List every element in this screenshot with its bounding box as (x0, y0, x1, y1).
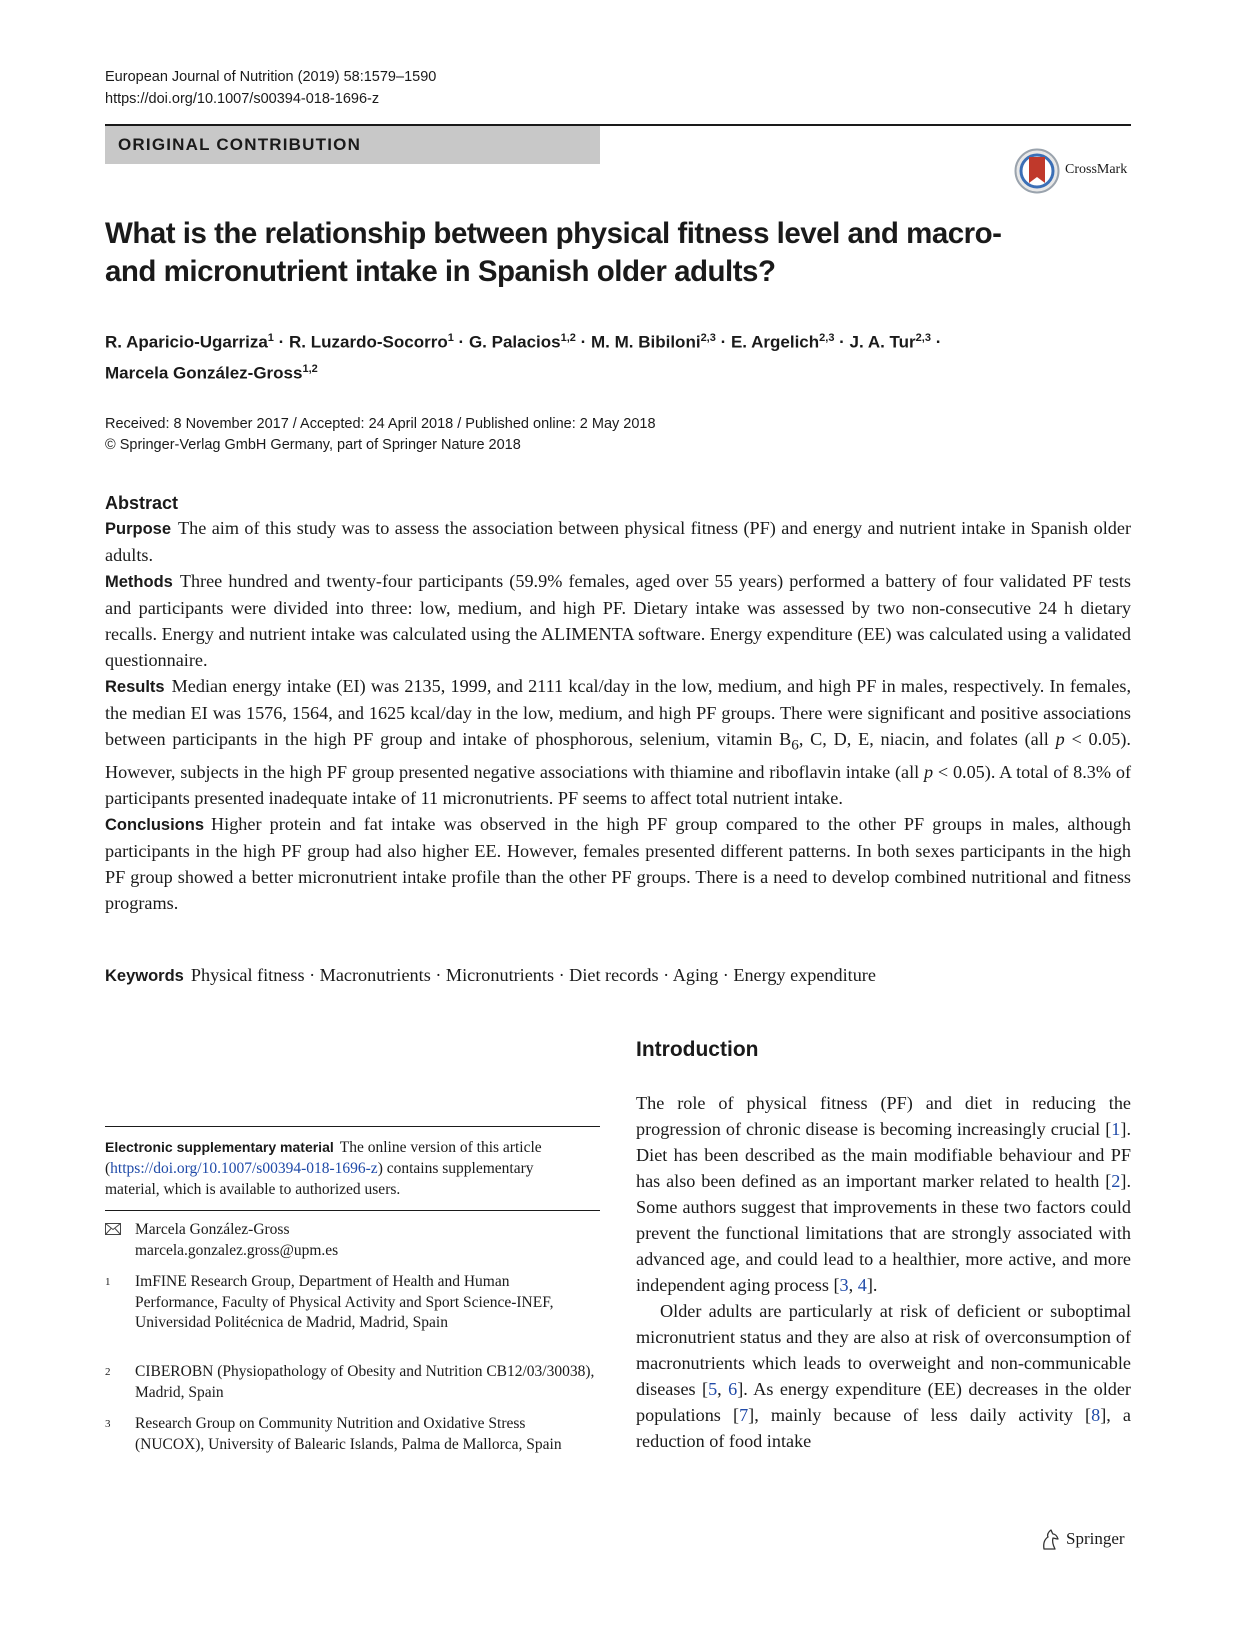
results-p-2: p (924, 761, 934, 782)
author-affiliation: 1,2 (560, 332, 576, 344)
title-line-2: and micronutrient intake in Spanish older adults? (105, 255, 776, 288)
introduction-text: [ (1105, 1119, 1112, 1139)
supplementary-material-note (105, 1137, 565, 1200)
footnote-rule-bottom (105, 1210, 600, 1211)
author-affiliation: 1,2 (302, 362, 318, 375)
author-separator: · (453, 332, 469, 352)
crossmark-label: CrossMark (1065, 162, 1128, 177)
abstract-purpose (105, 515, 1131, 568)
journal-citation: European Journal of Nutrition (2019) 58:1579–1590 (105, 69, 437, 85)
results-p-1: p (1055, 729, 1065, 749)
author-affiliation: 2,3 (700, 332, 716, 344)
esm-label: Electronic supplementary material (105, 1139, 334, 1155)
affiliation-2 (105, 1362, 595, 1403)
abstract-conclusions (105, 811, 1131, 916)
introduction-text: , (848, 1275, 858, 1295)
affiliation-number: 2 (105, 1366, 111, 1378)
author-name: G. Palacios (468, 332, 561, 352)
results-subscript: 6 (791, 736, 799, 754)
copyright-line: © Springer-Verlag GmbH Germany, part of Springer Nature 2018 (105, 437, 521, 453)
introduction-paragraph-1 (636, 1090, 1131, 1298)
methods-text: Three hundred and twenty-four participants (59.9% females, aged over 55 years) performed a battery of four validated PF tests and participants were divided into three: low, medium, and high PF. Dietary intake was assessed by two non-consecutive 24 h dietary recalls. Energy and nutrient intake was calculated using the ALIMENTA software. Energy expenditure (EE) was calculated using a validated questionnaire. (105, 571, 1131, 670)
publication-dates (105, 414, 656, 456)
conclusions-label: Conclusions (105, 815, 205, 834)
author-name: M. M. Bibiloni (591, 332, 701, 352)
esm-text-1: The online version of this article ( (105, 1139, 542, 1177)
contact-email[interactable]: marcela.gonzalez.gross@upm.es (135, 1241, 339, 1259)
introduction-text: ]. (866, 1275, 878, 1295)
introduction-text: ]. Some authors suggest that improvements in these two factors could prevent the functional limitations that are strongly associated with advanced age, and could lead to a healthier, more active, and more independent aging process [ (636, 1171, 1131, 1295)
esm-text-2: ) contains supplementary material, which is available to authorized users. (105, 1160, 534, 1198)
author-separator: · (273, 332, 290, 352)
reference-link[interactable]: 2 (1111, 1171, 1121, 1191)
introduction-body (636, 1090, 1131, 1454)
author-separator: · (575, 332, 592, 352)
envelope-icon (105, 1223, 121, 1235)
reference-link[interactable]: 7 (739, 1405, 749, 1425)
publisher-logo (1040, 1527, 1140, 1553)
introduction-text: ]. Diet has been described as the main modifiable behaviour and PF has also been defined as an important marker related to health [ (636, 1119, 1131, 1191)
purpose-text: The aim of this study was to assess the association between physical fitness (PF) and energy and nutrient intake in Spanish older adults. (105, 518, 1131, 565)
results-label: Results (105, 678, 165, 696)
abstract-results (105, 673, 1131, 811)
author-separator: · (834, 332, 850, 352)
author-name: J. A. Tur (849, 332, 916, 352)
introduction-text: ]. As energy expenditure (EE) decreases in the older populations [ (636, 1379, 1131, 1425)
author-affiliation: 2,3 (819, 332, 835, 344)
affiliation-text: Research Group on Community Nutrition and Oxidative Stress (NUCOX), University of Balearic Islands, Palma de Mallorca, Spain (135, 1415, 562, 1453)
affiliation-1 (105, 1272, 595, 1334)
section-label-band (105, 126, 600, 164)
methods-label: Methods (105, 573, 173, 591)
reference-link[interactable]: 4 (857, 1275, 867, 1295)
author-list (105, 325, 1115, 386)
author-name: R. Aparicio-Ugarriza (105, 332, 268, 352)
springer-horse-icon (1040, 1528, 1060, 1550)
crossmark-icon (1014, 148, 1060, 194)
results-text-3: < 0.05). However, subjects in the high PF group presented negative associations with thiamine and riboflavin intake (all (105, 729, 1131, 782)
affiliation-number: 3 (105, 1418, 111, 1430)
conclusions-text: Higher protein and fat intake was observed in the high PF group compared to the other PF groups in males, although participants in the high PF group had also higher EE. However, females presented different patterns. In both sexes participants in the high PF group showed a better micronutrient intake profile than the other PF groups. There is a need to develop combined nutritional and fitness programs. (105, 813, 1131, 913)
journal-header (105, 66, 436, 110)
affiliation-number: 1 (105, 1276, 111, 1288)
results-text-1: Median energy intake (EI) was 2135, 1999, and 2111 kcal/day in the low, medium, and high PF in males, respectively. In females, the median EI was 1576, 1564, and 1625 kcal/day in the low, medium, and high PF groups. There were significant and positive associations between participants in the high PF group and intake of phosphorous, selenium, vitamin B (105, 676, 1131, 749)
keywords-text: Physical fitness · Macronutrients · Micronutrients · Diet records · Aging · Energy expenditure (190, 965, 876, 985)
corresponding-author (105, 1220, 595, 1261)
keywords (105, 962, 1131, 989)
abstract (105, 493, 1131, 916)
publisher-name: Springer (1066, 1529, 1125, 1548)
introduction-text: ], a reduction of food intake (636, 1405, 1131, 1451)
reference-link[interactable]: 5 (708, 1379, 718, 1399)
author-affiliation: 2,3 (915, 332, 931, 344)
reference-link[interactable]: 8 (1091, 1405, 1101, 1425)
reference-link[interactable]: 6 (728, 1379, 738, 1399)
doi-link[interactable]: https://doi.org/10.1007/s00394-018-1696-z (105, 91, 380, 107)
affiliation-text: ImFINE Research Group, Department of Health and Human Performance, Faculty of Physical Activity and Sport Science-INEF, Universidad Politécnica de Madrid, Madrid, Spain (135, 1273, 554, 1331)
introduction-paragraph-2 (636, 1298, 1131, 1454)
author-separator: · (715, 332, 731, 352)
introduction-text: Older adults are particularly at risk of deficient or suboptimal micronutrient status and they are also at risk of overconsumption of macronutrients which leads to overweight and non-communicable diseases [ (636, 1301, 1131, 1399)
contact-name: Marcela González-Gross (135, 1221, 290, 1238)
author-name: Marcela González-Gross (105, 363, 303, 383)
affiliation-text: CIBEROBN (Physiopathology of Obesity and Nutrition CB12/03/30038), Madrid, Spain (135, 1363, 595, 1401)
purpose-label: Purpose (105, 520, 172, 538)
results-text-2: , C, D, E, niacin, and folates (all (798, 729, 1056, 749)
abstract-methods (105, 568, 1131, 673)
reference-link[interactable]: 3 (839, 1275, 849, 1295)
article-title (105, 215, 1105, 291)
footnote-rule-top (105, 1126, 600, 1127)
introduction-text: ], mainly because of less daily activity [ (748, 1405, 1092, 1425)
author-name: R. Luzardo-Socorro (289, 332, 448, 352)
author-name: E. Argelich (730, 332, 820, 352)
author-affiliation: 1 (267, 332, 274, 344)
introduction-text: The role of physical fitness (PF) and diet in reducing the progression of chronic disease is becoming increasingly crucial (636, 1093, 1131, 1139)
crossmark-badge[interactable] (1014, 148, 1134, 196)
author-affiliation: 1 (447, 332, 454, 344)
results-text-4: < 0.05). A total of 8.3% of participants presented inadequate intake of 11 micronutrients. PF seems to affect total nutrient intake. (105, 761, 1131, 808)
esm-link[interactable]: https://doi.org/10.1007/s00394-018-1696-z (110, 1160, 378, 1177)
author-separator: · (930, 332, 942, 352)
keywords-label: Keywords (105, 967, 184, 985)
abstract-heading: Abstract (105, 493, 179, 513)
introduction-text: , (717, 1379, 729, 1399)
reference-link[interactable]: 1 (1111, 1119, 1121, 1139)
title-line-1: What is the relationship between physical fitness level and macro- (105, 217, 1002, 250)
introduction-heading: Introduction (636, 1038, 759, 1061)
affiliation-3 (105, 1414, 595, 1455)
dates-line: Received: 8 November 2017 / Accepted: 24 April 2018 / Published online: 2 May 2018 (105, 416, 656, 432)
section-label: ORIGINAL CONTRIBUTION (118, 135, 362, 154)
